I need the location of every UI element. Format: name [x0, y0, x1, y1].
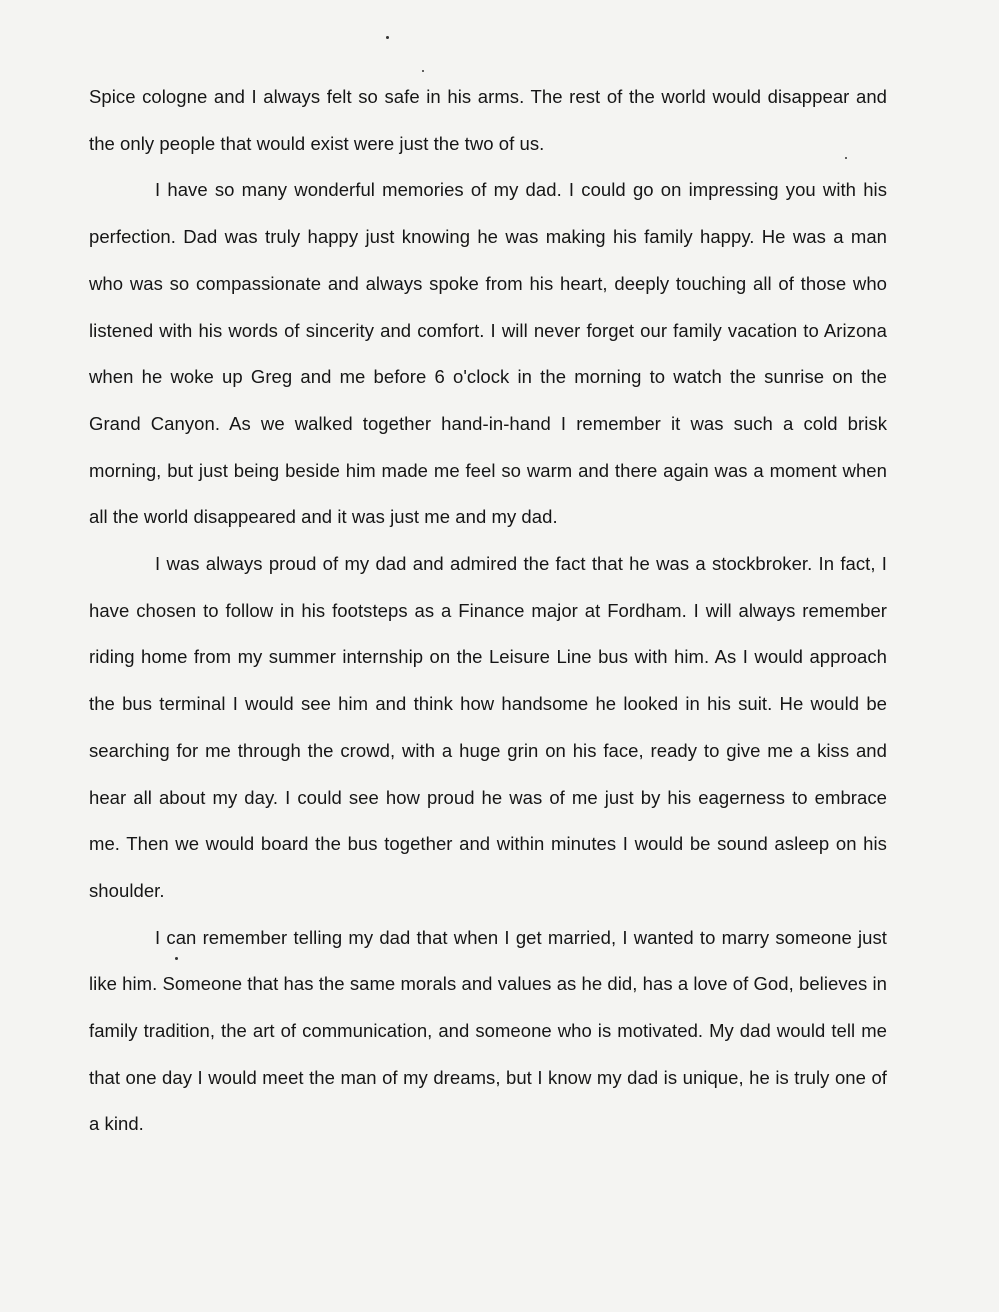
paragraph-stockbroker: I was always proud of my dad and admired the fact that he was a stockbroker. In fact, I have chosen to follow in his footsteps as a Finance major at Fordham. I will always remember riding home from my summer internship on the Leisure Line bus with him. As I would approach the bus terminal I would see him and think how handsome he looked in his suit. He would be searching for me through the crowd, with a huge grin on his face, ready to give me a kiss and hear all about my day. I could see how proud he was of me just by his eagerness to embrace me. Then we would board the bus together and within minutes I would be sound asleep on his shoulder.	[89, 553, 887, 901]
scan-speck	[422, 70, 424, 72]
letter-body	[89, 74, 887, 1148]
paragraph-marriage: I can remember telling my dad that when I get married, I wanted to marry someone just like him. Someone that has the same morals and values as he did, has a love of God, believes in family tradition, the art of communication, and someone who is motivated. My dad would tell me that one day I would meet the man of my dreams, but I know my dad is unique, he is truly one of a kind.	[89, 926, 887, 1135]
paragraph-memories: I have so many wonderful memories of my dad. I could go on impressing you with his perfection. Dad was truly happy just knowing he was making his family happy. He was a man who was so compassionate and always spoke from his heart, deeply touching all of those who listened with his words of sincerity and comfort. I will never forget our family vacation to Arizona when he woke up Greg and me before 6 o'clock in the morning to watch the sunrise on the Grand Canyon. As we walked together hand-in-hand I remember it was such a cold brisk morning, but just being beside him made me feel so warm and there again was a moment when all the world disappeared and it was just me and my dad.	[89, 179, 887, 528]
scan-speck	[386, 36, 389, 39]
paragraph-continued: Spice cologne and I always felt so safe in his arms. The rest of the world would disappear and the only people that would exist were just the two of us.	[89, 86, 887, 154]
